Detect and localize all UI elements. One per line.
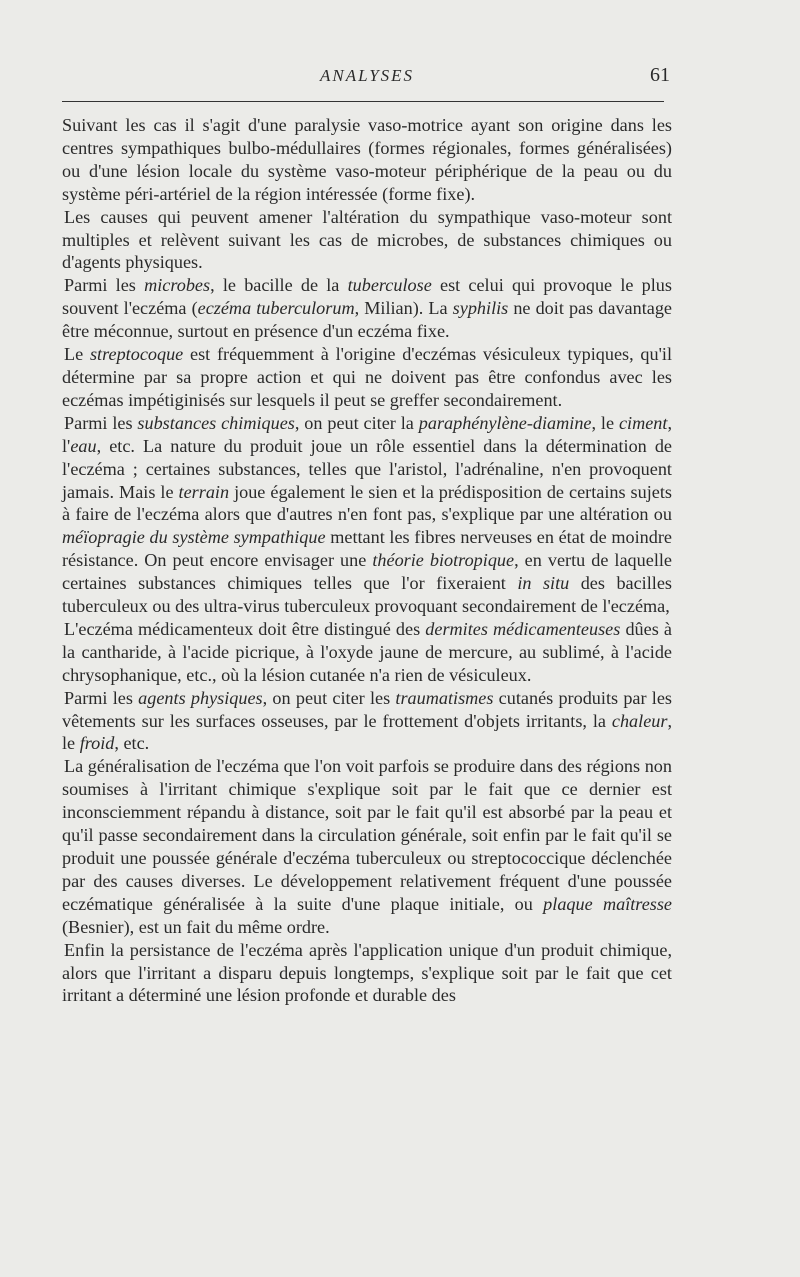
italic-term: streptocoque <box>89 344 184 365</box>
text-run: (Besnier), est un fait du même ordre. <box>62 916 330 937</box>
text-run: , l' <box>62 412 672 456</box>
page-number: 61 <box>650 64 670 86</box>
paragraph <box>62 755 672 938</box>
text-run: est celui qui provoque le plus souvent l'eczéma ( <box>62 275 672 319</box>
italic-term: théorie biotropique <box>372 550 515 571</box>
italic-term: dermites médicamenteuses <box>425 618 621 639</box>
italic-term: agents physiques <box>138 687 263 708</box>
header-rule <box>62 101 664 103</box>
paragraph <box>62 274 672 343</box>
italic-term: substances chimiques <box>137 412 295 433</box>
running-title: ANALYSES <box>319 66 415 85</box>
page-header <box>62 62 672 92</box>
italic-term: eczéma tuberculorum <box>197 298 355 319</box>
text-run: Parmi les <box>64 412 138 433</box>
italic-term: méïopragie du système sympathique <box>62 527 326 548</box>
body-text <box>62 114 672 1007</box>
italic-term: paraphénylène-diamine <box>418 412 592 433</box>
text-run: La généralisation de l'eczéma que l'on voit parfois se produire dans des régions non soumises à l'irritant chimique s'explique soit par le fait que ce dernier est inconsciemment répandu à distance, soit par le fait qu'il est absorbé par la peau et qu'il passe secondairement dans la circulation générale, soit enfin par le fait qu'il se produit une poussée générale d'eczéma tuberculeux ou streptococcique déclenchée par des causes diverses. Le développement relativement fréquent d'une poussée eczématique généralisée à la suite d'une plaque initiale, ou <box>62 756 672 914</box>
text-run: Parmi les <box>64 687 139 708</box>
text-run: , en vertu de laquelle certaines substances chimiques telles que l'or fixeraient <box>62 550 672 594</box>
paragraph <box>62 343 672 412</box>
paragraph <box>62 687 672 756</box>
italic-term: microbes <box>144 275 211 296</box>
text-run: , etc. La nature du produit joue un rôle essentiel dans la détermination de l'eczéma ; certaines substances, telles que l'aristol, l'adrénaline, n'en provoquent jamais. Mais le <box>62 435 672 502</box>
italic-term: syphilis <box>452 298 509 319</box>
text-run: dûes à la cantharide, à l'acide picrique, à l'oxyde jaune de mercure, au sublimé, à l'acide chrysophanique, etc., où la lésion cutanée n'a rien de vésiculeux. <box>62 618 672 685</box>
italic-term: froid <box>79 733 115 754</box>
text-run: joue également le sien et la prédisposition de certains sujets à faire de l'eczéma alors que d'autres n'en font pas, s'explique par une altération ou <box>62 481 672 525</box>
text-run: , le <box>591 412 619 433</box>
italic-term: plaque maîtresse <box>543 893 672 914</box>
text-run: mettant les fibres nerveuses en état de moindre résistance. On peut encore envisager une <box>62 527 672 571</box>
text-run: , on peut citer les <box>262 687 396 708</box>
italic-term: chaleur <box>611 710 668 731</box>
text-run: , le <box>62 710 672 754</box>
text-run: Le <box>64 344 90 365</box>
text-run: Parmi les <box>64 275 145 296</box>
text-run: Enfin la persistance de l'eczéma après l'application unique d'un produit chimique, alors que l'irritant a disparu depuis longtemps, s'explique soit par le fait que cet irritant a déterminé une lésion profonde et durable des <box>62 939 672 1006</box>
text-run: des bacilles tuberculeux ou des ultra-virus tuberculeux provoquant secondairement de l'eczéma, <box>62 573 672 617</box>
text-run: L'eczéma médicamenteux doit être distingué des <box>64 618 426 639</box>
text-run: , on peut citer la <box>294 412 419 433</box>
text-run: ne doit pas davantage être méconnue, surtout en présence d'un eczéma fixe. <box>62 298 672 342</box>
italic-term: eau <box>70 435 97 456</box>
italic-term: traumatismes <box>395 687 494 708</box>
italic-term: in situ <box>517 573 570 594</box>
italic-term: terrain <box>178 481 230 502</box>
text-run: Les causes qui peuvent amener l'altération du sympathique vaso-moteur sont multiples et relèvent suivant les cas de microbes, de substances chimiques ou d'agents physiques. <box>62 206 672 273</box>
italic-term: tuberculose <box>347 275 432 296</box>
text-run: est fréquemment à l'origine d'eczémas vésiculeux typiques, qu'il détermine par sa propre action et qui ne doivent pas être confondus avec les eczémas impétiginisés sur lesquels il peut se greffer secondairement. <box>62 344 672 410</box>
text-run: cutanés produits par les vêtements sur les surfaces osseuses, par le frottement d'objets irritants, la <box>62 687 673 731</box>
paragraph <box>62 939 672 1008</box>
text-run: , etc. <box>114 733 150 754</box>
paragraph <box>62 206 672 275</box>
italic-term: ciment <box>618 412 668 433</box>
paragraph <box>62 114 672 206</box>
text-run: Suivant les cas il s'agit d'une paralysie vaso-motrice ayant son origine dans les centres sympathiques bulbo-médullaires (formes régionales, formes généralisées) ou d'une lésion locale du système vaso-moteur périphérique de la peau ou du système péri-artériel de la région intéressée (forme fixe). <box>62 115 672 204</box>
paragraph <box>62 412 672 618</box>
text-run: , le bacille de la <box>210 275 348 296</box>
paragraph <box>62 618 672 687</box>
text-run: , Milian). La <box>354 298 453 319</box>
